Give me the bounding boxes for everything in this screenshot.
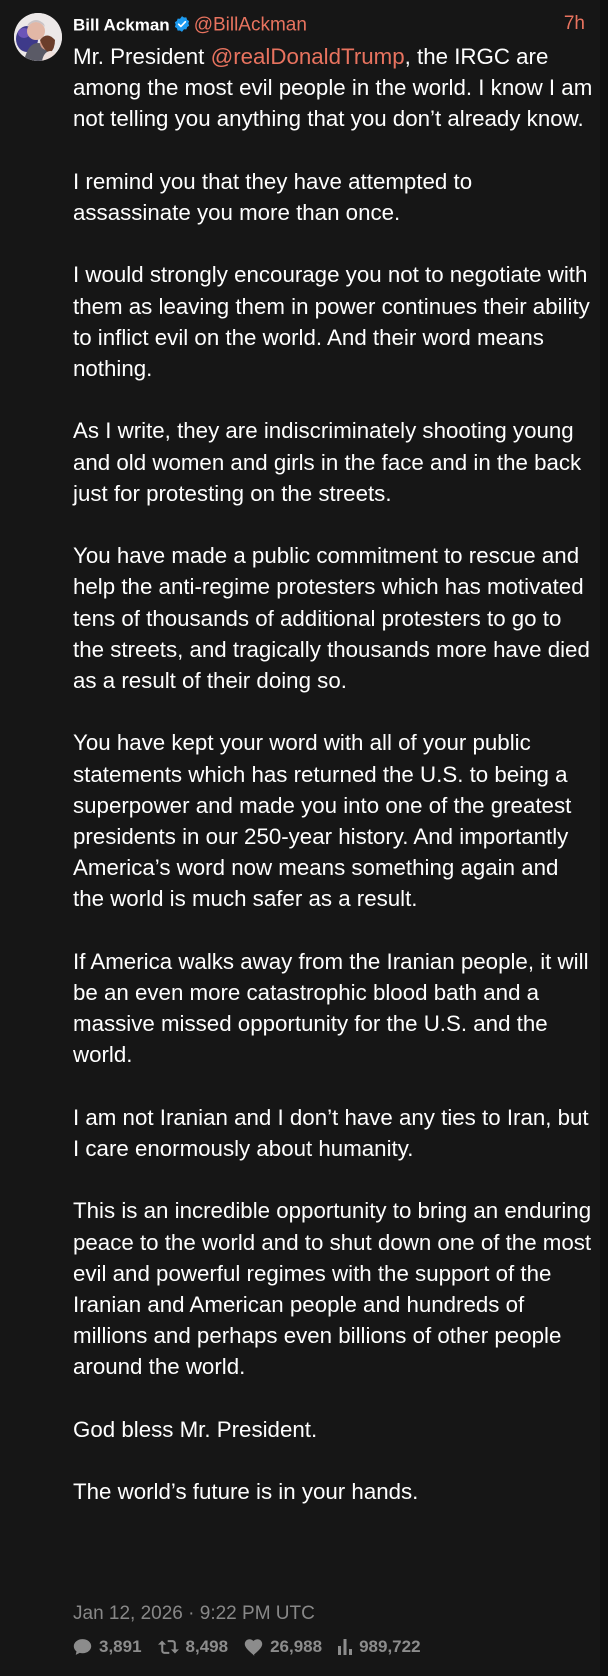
tweet-text: , the IRGC are among the most evil people in the world. I know I am not telling you anything that you don’t already know. <box>73 44 593 132</box>
bar-chart-icon <box>338 1639 352 1655</box>
retweet-count: 8,498 <box>185 1637 229 1656</box>
like-count: 26,988 <box>270 1637 323 1656</box>
author-handle[interactable]: @BillAckman <box>193 14 307 36</box>
tweet-stats <box>73 1634 437 1660</box>
tweet-paragraph: You have kept your word with all of your public statements which has returned the U.S. to being a superpower and made you into one of the greatest presidents in our 250-year history. And importantly America’s word now means something again and the world is much safer as a result. <box>73 730 572 912</box>
tweet-paragraph: You have made a public commitment to rescue and help the anti-regime protesters which has motivated tens of thousands of additional protesters to go to the streets, and tragically thousands more have died as a result of their doing so. <box>73 543 590 693</box>
tweet-body <box>73 41 593 1507</box>
comment-bubble-icon <box>73 1638 92 1656</box>
tweet-paragraph: The world’s future is in your hands. <box>73 1479 419 1505</box>
retweet-icon <box>158 1638 179 1656</box>
scrollbar-track[interactable] <box>600 0 608 1676</box>
retweet-stat[interactable] <box>158 1637 229 1657</box>
tweet-paragraph: As I write, they are indiscriminately shooting young and old women and girls in the face and in the back just for protesting on the streets. <box>73 418 582 506</box>
reply-stat[interactable] <box>73 1637 142 1657</box>
verified-badge-icon <box>173 15 191 33</box>
tweet-header <box>73 13 585 35</box>
tweet-paragraph: This is an incredible opportunity to bring an enduring peace to the world and to shut down one of the most evil and powerful regimes with the support of the Iranian and American people and hundreds of millions and perhaps even billions of other people around the world. <box>73 1198 592 1380</box>
tweet-paragraph: I am not Iranian and I don’t have any ties to Iran, but I care enormously about humanity. <box>73 1104 589 1161</box>
tweet-timestamp[interactable]: Jan 12, 2026 · 9:22 PM UTC <box>73 1603 315 1624</box>
tweet-time-ago[interactable]: 7h <box>563 13 585 34</box>
author-name[interactable]: Bill Ackman <box>73 15 170 35</box>
tweet-paragraph: I would strongly encourage you not to negotiate with them as leaving them in power continues their ability to inflict evil on the world. And their word means nothing. <box>73 262 590 381</box>
reply-count: 3,891 <box>99 1637 142 1656</box>
like-stat[interactable] <box>244 1637 322 1657</box>
tweet-paragraph: If America walks away from the Iranian people, it will be an even more catastrophic blood bath and a massive missed opportunity for the U.S. and the world. <box>73 948 589 1068</box>
tweet-paragraph <box>73 41 593 135</box>
tweet-text: Mr. President <box>73 44 211 69</box>
tweet-paragraph: God bless Mr. President. <box>73 1416 318 1442</box>
heart-icon <box>244 1639 263 1656</box>
avatar[interactable] <box>14 13 62 61</box>
views-stat[interactable] <box>338 1637 420 1657</box>
views-count: 989,722 <box>359 1637 421 1656</box>
mention-link[interactable]: @realDonaldTrump <box>210 44 405 69</box>
tweet-paragraph: I remind you that they have attempted to assassinate you more than once. <box>73 168 473 225</box>
avatar-image <box>14 13 62 61</box>
